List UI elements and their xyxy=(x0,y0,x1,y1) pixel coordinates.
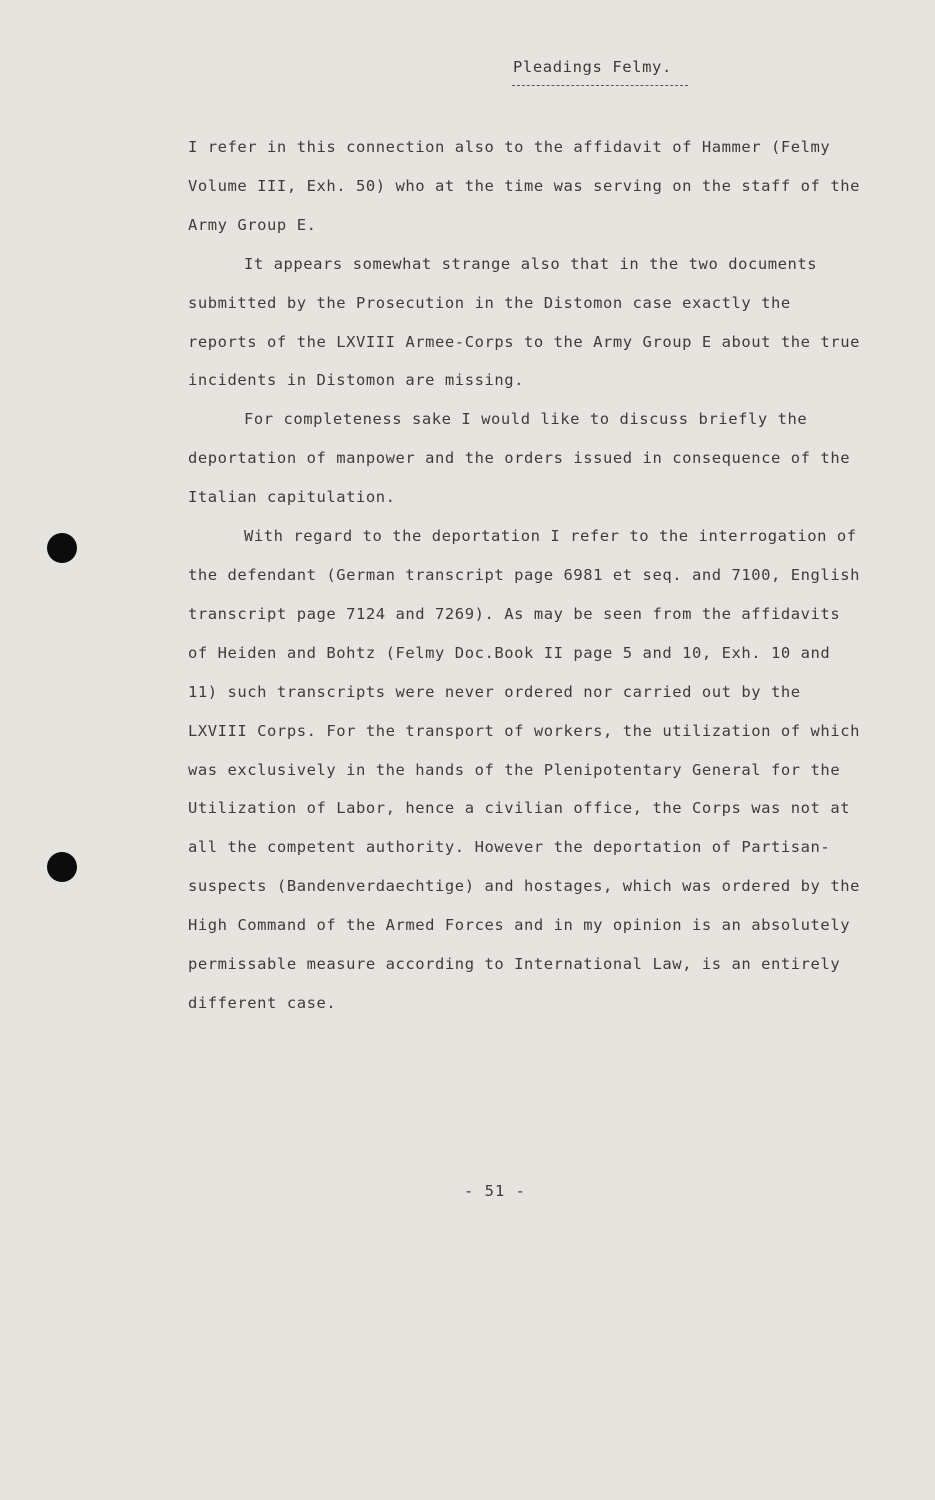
document-body xyxy=(188,128,868,1023)
punch-hole xyxy=(47,533,77,563)
paragraph-4: With regard to the deportation I refer to the interrogation of the defendant (German transcript page 6981 et seq. and 7100, English transcript page 7124 and 7269). As may be seen from the affidavits of Heiden and Bohtz (Felmy Doc.Book II page 5 and 10, Exh. 10 and 11) such transcripts were never ordered nor carried out by the LXVIII Corps. For the transport of workers, the utilization of which was exclusively in the hands of the Plenipotentary General for the Utilization of Labor, hence a civilian office, the Corps was not at all the competent authority. However the deportation of Partisan-suspects (Bandenverdaechtige) and hostages, which was ordered by the High Command of the Armed Forces and in my opinion is an absolutely permissable measure according to International Law, is an entirely different case. xyxy=(188,527,860,1012)
page-number: - 51 - xyxy=(464,1182,526,1200)
paragraph-1: I refer in this connection also to the affidavit of Hammer (Felmy Volume III, Exh. 50) who at the time was serving on the staff of the Army Group E. xyxy=(188,138,860,234)
punch-hole xyxy=(47,852,77,882)
paragraph-2: It appears somewhat strange also that in the two documents submitted by the Prosecution in the Distomon case exactly the reports of the LXVIII Armee-Corps to the Army Group E about the true incidents in Distomon are missing. xyxy=(188,254,860,390)
header-underline xyxy=(512,85,688,86)
paragraph-3: For completeness sake I would like to discuss briefly the deportation of manpower and the orders issued in consequence of the Italian capitulation. xyxy=(188,410,851,507)
document-header-title: Pleadings Felmy. xyxy=(513,58,672,76)
